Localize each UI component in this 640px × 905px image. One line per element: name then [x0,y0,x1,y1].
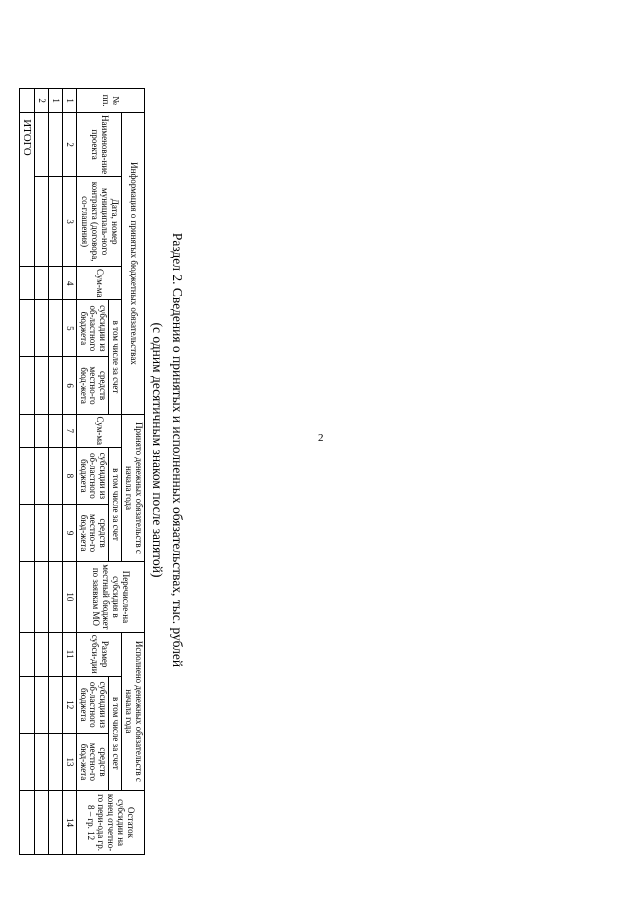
col-num: 10 [62,562,76,632]
header-transferred: Перечисле-на субсидия в местный бюджет по заявкам МО [76,562,144,632]
col-num: 9 [62,504,76,561]
header-remain: Остаток субсидии на конец отчетно-го пери-ода гр. 8 – гр. 12 [76,791,144,855]
col-num: 8 [62,447,76,504]
total-label: ИТОГО [19,113,34,267]
header-local3: средств местно-го бюд-жета [76,733,109,790]
row-number: 1 [48,89,62,113]
col-num: 6 [62,357,76,414]
header-executed: Исполнено денежных обязательств с начала года [122,632,145,790]
col-num: 12 [62,676,76,733]
header-sum2: Сум-ма [76,414,122,447]
col-num: 5 [62,300,76,357]
header-row-2 [109,89,122,855]
header-accepted: Принято денежных обязательств с начала года [122,414,145,561]
header-sum: Сум-ма [76,267,122,300]
col-num: 1 [62,89,76,113]
header-local2: средств местно-го бюд-жета [76,504,109,561]
header-name: Наименова-ние проекта [76,113,122,177]
header-subs3: субсидии из об-ластного бюджета [76,676,109,733]
header-no: № пп. [76,89,144,113]
section-subtitle: (с одним десятичным знаком после запятой) [150,322,165,578]
total-row [19,89,34,855]
header-size: Размер субси-дии [76,632,122,676]
header-incl: в том числе за счет [109,300,122,415]
col-num: 2 [62,113,76,177]
header-incl3: в том числе за счет [109,676,122,790]
table-row [48,89,62,855]
obligations-table [19,88,145,855]
col-num: 7 [62,414,76,447]
page-number: 2 [318,432,324,444]
col-num: 11 [62,632,76,676]
header-incl2: в том числе за счет [109,447,122,561]
col-num: 14 [62,791,76,855]
header-local: средств местно-го бюд-жета [76,357,109,414]
row-number: 2 [34,89,48,113]
column-number-row [62,89,76,855]
col-num: 3 [62,177,76,267]
header-subs2: субсидии из об-ластного бюджета [76,447,109,504]
header-row-1 [122,89,145,855]
table-row [34,89,48,855]
header-info: Информация о принятых бюджетных обязательствах [122,113,145,415]
header-subs: субсидии из об-ластного бюджета [76,300,109,357]
header-date: Дата, номер муниципаль-ного контракта (договора, со-глашения) [76,177,122,267]
section-title: Раздел 2. Сведения о принятых и исполненных обязательствах, тыс. рублей [170,232,185,668]
col-num: 13 [62,733,76,790]
col-num: 4 [62,267,76,300]
